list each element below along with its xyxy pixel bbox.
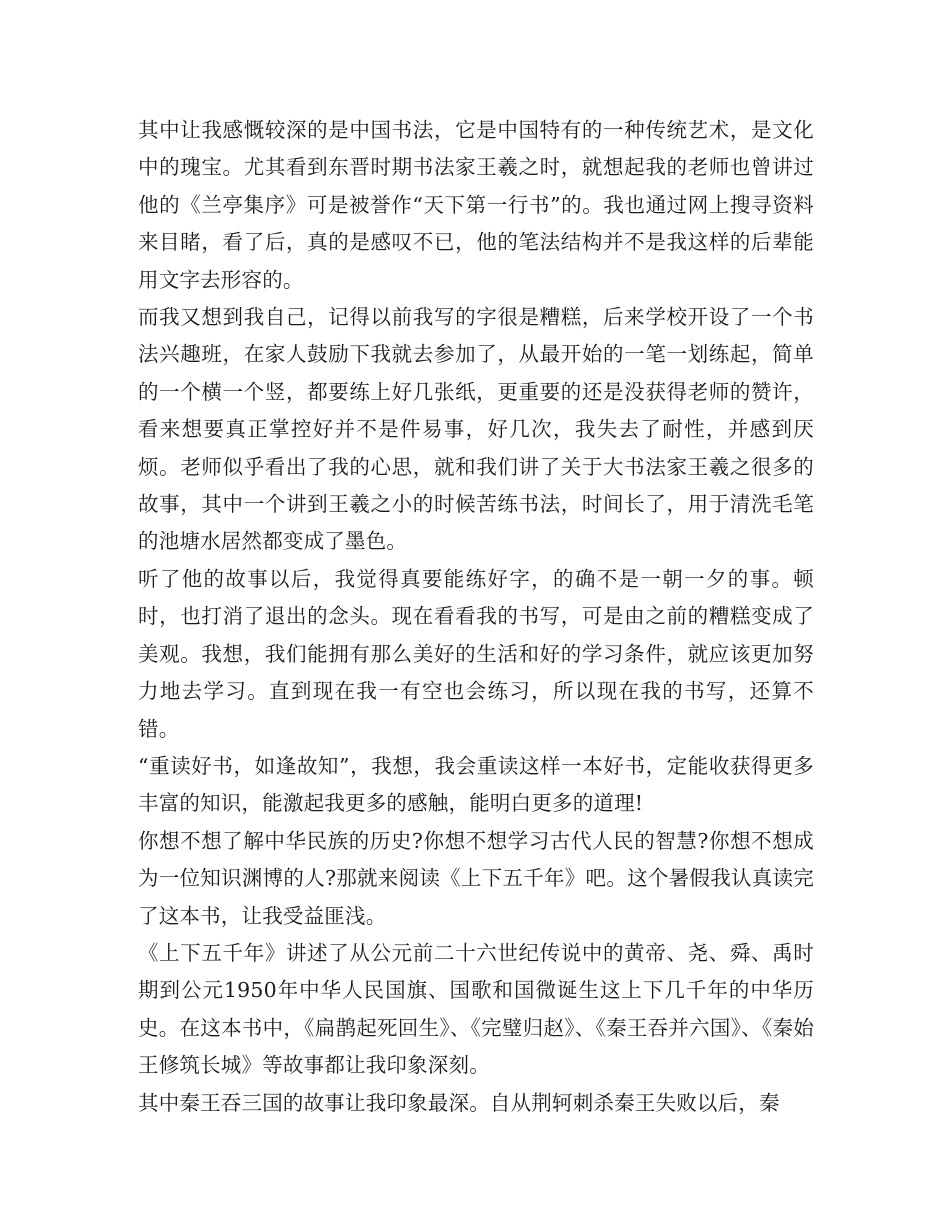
paragraph-reread-quote: “重读好书，如逢故知”，我想，我会重读这样一本好书，定能收获得更多丰富的知识，能激起我更多的感触，能明白更多的道理! — [138, 753, 814, 816]
paragraph-qin-story: 其中秦王吞三国的故事让我印象最深。自从荆轲刺杀秦王失败以后，秦 — [138, 1090, 780, 1115]
body-text — [138, 112, 814, 1122]
paragraph-practice: 而我又想到我自己，记得以前我写的字很是糟糕，后来学校开设了一个书法兴趣班，在家人鼓励下我就去参加了，从最开始的一笔一划练起，简单的一个横一个竖，都要练上好几张纸，更重要的还是没获得老师的赞许，看来想要真正掌控好并不是件易事，好几次，我失去了耐性，并感到厌烦。老师似乎看出了我的心思，就和我们讲了关于大书法家王羲之很多的故事，其中一个讲到王羲之小的时候苦练书法，时间长了，用于清洗毛笔的池塘水居然都变成了墨色。 — [138, 305, 814, 554]
paragraph-book-summary: 《上下五千年》讲述了从公元前二十六世纪传说中的黄帝、尧、舜、禹时期到公元1950年中华人民国旗、国歌和国微诞生这上下几千年的中华历史。在这本书中，《扁鹊起死回生》、《完璧归赵》、《秦王吞并六国》、《秦始王修筑长城》等故事都让我印象深刻。 — [138, 940, 814, 1078]
paragraph-reflection: 听了他的故事以后，我觉得真要能练好字，的确不是一朝一夕的事。顿时，也打消了退出的念头。现在看看我的书写，可是由之前的糟糕变成了美观。我想，我们能拥有那么美好的生活和好的学习条件，就应该更加努力地去学习。直到现在我一有空也会练习，所以现在我的书写，还算不错。 — [138, 566, 814, 741]
paragraph-calligraphy: 其中让我感慨较深的是中国书法，它是中国特有的一种传统艺术，是文化中的瑰宝。尤其看到东晋时期书法家王羲之时，就想起我的老师也曾讲过他的《兰亭集序》可是被誉作“天下第一行书”的。我也通过网上搜寻资料来目睹，看了后，真的是感叹不已，他的笔法结构并不是我这样的后辈能用文字去形容的。 — [138, 118, 814, 292]
paragraph-questions: 你想不想了解中华民族的历史?你想不想学习古代人民的智慧?你想不想成为一位知识渊博的人?那就来阅读《上下五千年》吧。这个暑假我认真读完了这本书，让我受益匪浅。 — [138, 828, 814, 928]
